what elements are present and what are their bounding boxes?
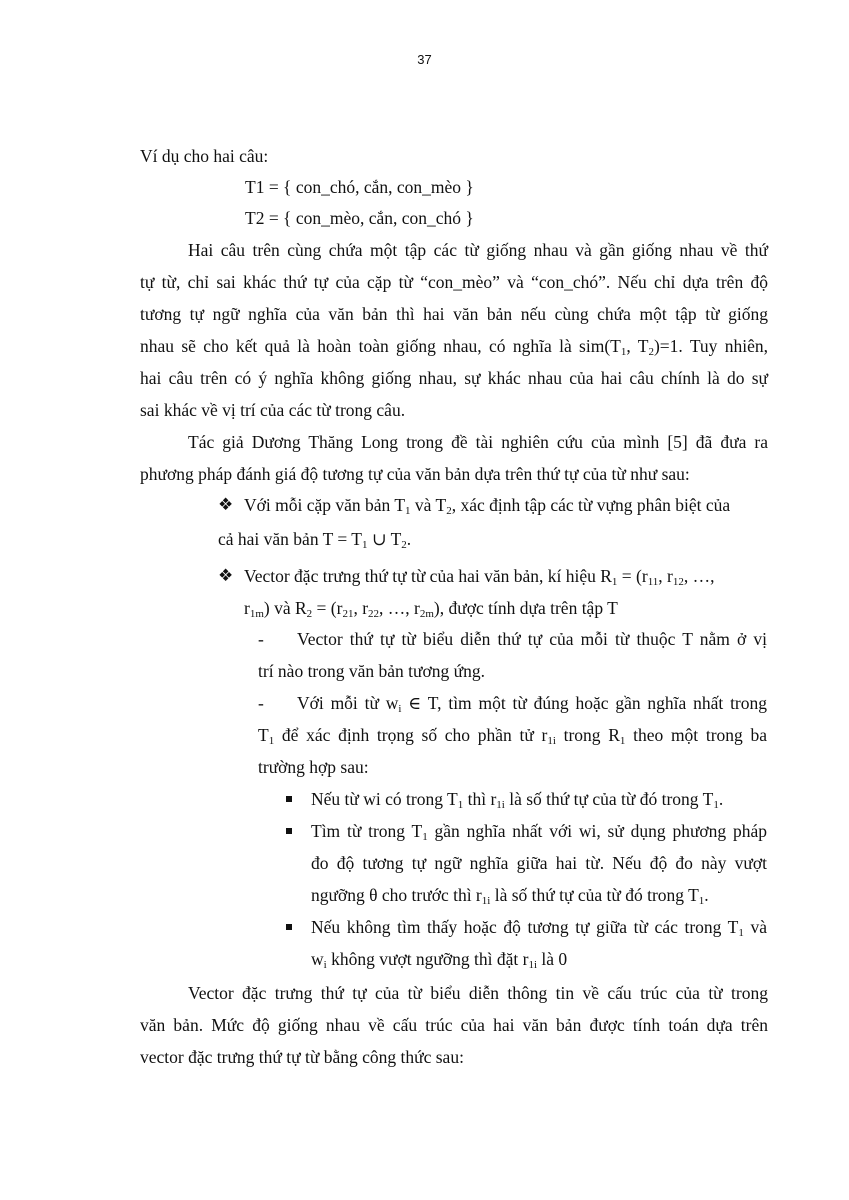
text-line: nhau sẽ cho kết quả là hoàn toàn giống nhau, có nghĩa là $sim(T_1$, $T_2)=1$. Tuy nhiên, (140, 336, 769, 358)
text-line: $T_1$ để xác định trọng số cho phần tử $r_{1i}$ trong $R_1$ theo một trong ba (258, 725, 768, 747)
square-bullet-icon (286, 924, 292, 930)
text-line: Vector đặc trưng thứ tự từ của hai văn bản, kí hiệu $R_1 = (r_{11}$, $r_{12}$, …, (244, 566, 715, 588)
text-line: Nếu từ wi có trong $T_1$ thì $r_{1i}$ là số thứ tự của từ đó trong $T_1$. (311, 789, 724, 811)
text-line: Ví dụ cho hai câu: (140, 146, 269, 166)
text-line: vector đặc trưng thứ tự từ bằng công thức sau: (140, 1047, 464, 1067)
text-line: cả hai văn bản $T = T_1$ ∪ $T_2$. (218, 529, 412, 551)
text-line: tương tự ngữ nghĩa của văn bản thì hai văn bản nếu cùng chứa một tập từ giống (140, 304, 768, 324)
text-line: văn bản. Mức độ giống nhau về cấu trúc của hai văn bản được tính toán dựa trên (140, 1015, 768, 1035)
text-line: trí nào trong văn bản tương ứng. (258, 661, 486, 681)
text-line: trường hợp sau: (258, 757, 369, 777)
text-line: Tìm từ trong $T_1$ gần nghĩa nhất với wi, sử dụng phương pháp (311, 821, 767, 843)
page-number: 37 (417, 52, 432, 67)
text-line: $w_i$ không vượt ngưỡng thì đặt $r_{1i}$ là 0 (311, 949, 568, 971)
text-line: Với mỗi từ $w_i$ ∈ T, tìm một từ đúng hoặc gần nghĩa nhất trong (297, 693, 768, 715)
text-line: Tác giả Dương Thăng Long trong đề tài nghiên cứu của mình [5] đã đưa ra (188, 432, 768, 452)
text-line: Vector thứ tự từ biểu diễn thứ tự của mỗi từ thuộc T nằm ở vị (297, 629, 767, 649)
text-line: Vector đặc trưng thứ tự của từ biểu diễn thông tin về cấu trúc của từ trong (188, 983, 768, 1003)
text-line: Hai câu trên cùng chứa một tập các từ giống nhau và gần giống nhau về thứ (188, 240, 768, 260)
square-bullet-icon (286, 828, 292, 834)
text-line: tự từ, chỉ sai khác thứ tự của cặp từ “con_mèo” và “con_chó”. Nếu chỉ dựa trên độ (140, 272, 768, 292)
text-line: phương pháp đánh giá độ tương tự của văn bản dựa trên thứ tự của từ như sau: (140, 464, 690, 484)
text-line: $r_{1m}$) và $R_2 = (r_{21}$, $r_{22}$, …, $r_{2m}$), được tính dựa trên tập T (244, 598, 618, 620)
text-line: Nếu không tìm thấy hoặc độ tương tự giữa từ các trong $T_1$ và (311, 917, 767, 939)
dash-bullet: - (258, 693, 264, 713)
text-line: T2 = { con_mèo, cắn, con_chó } (245, 208, 474, 228)
text-line: đo độ tương tự ngữ nghĩa giữa hai từ. Nếu độ đo này vượt (311, 853, 767, 873)
square-bullet-icon (286, 796, 292, 802)
diamond-bullet-icon: ❖ (218, 566, 234, 585)
text-line: T1 = { con_chó, cắn, con_mèo } (245, 177, 474, 197)
text-line: sai khác về vị trí của các từ trong câu. (140, 400, 406, 420)
dash-bullet: - (258, 629, 264, 649)
text-line: hai câu trên có ý nghĩa không giống nhau, sự khác nhau của hai câu chính là do sự (140, 368, 768, 388)
text-line: Với mỗi cặp văn bản $T_1$ và $T_2$, xác định tập các từ vựng phân biệt của (244, 495, 731, 517)
text-line: ngưỡng θ cho trước thì $r_{1i}$ là số thứ tự của từ đó trong $T_1$. (311, 885, 709, 907)
diamond-bullet-icon: ❖ (218, 495, 234, 514)
